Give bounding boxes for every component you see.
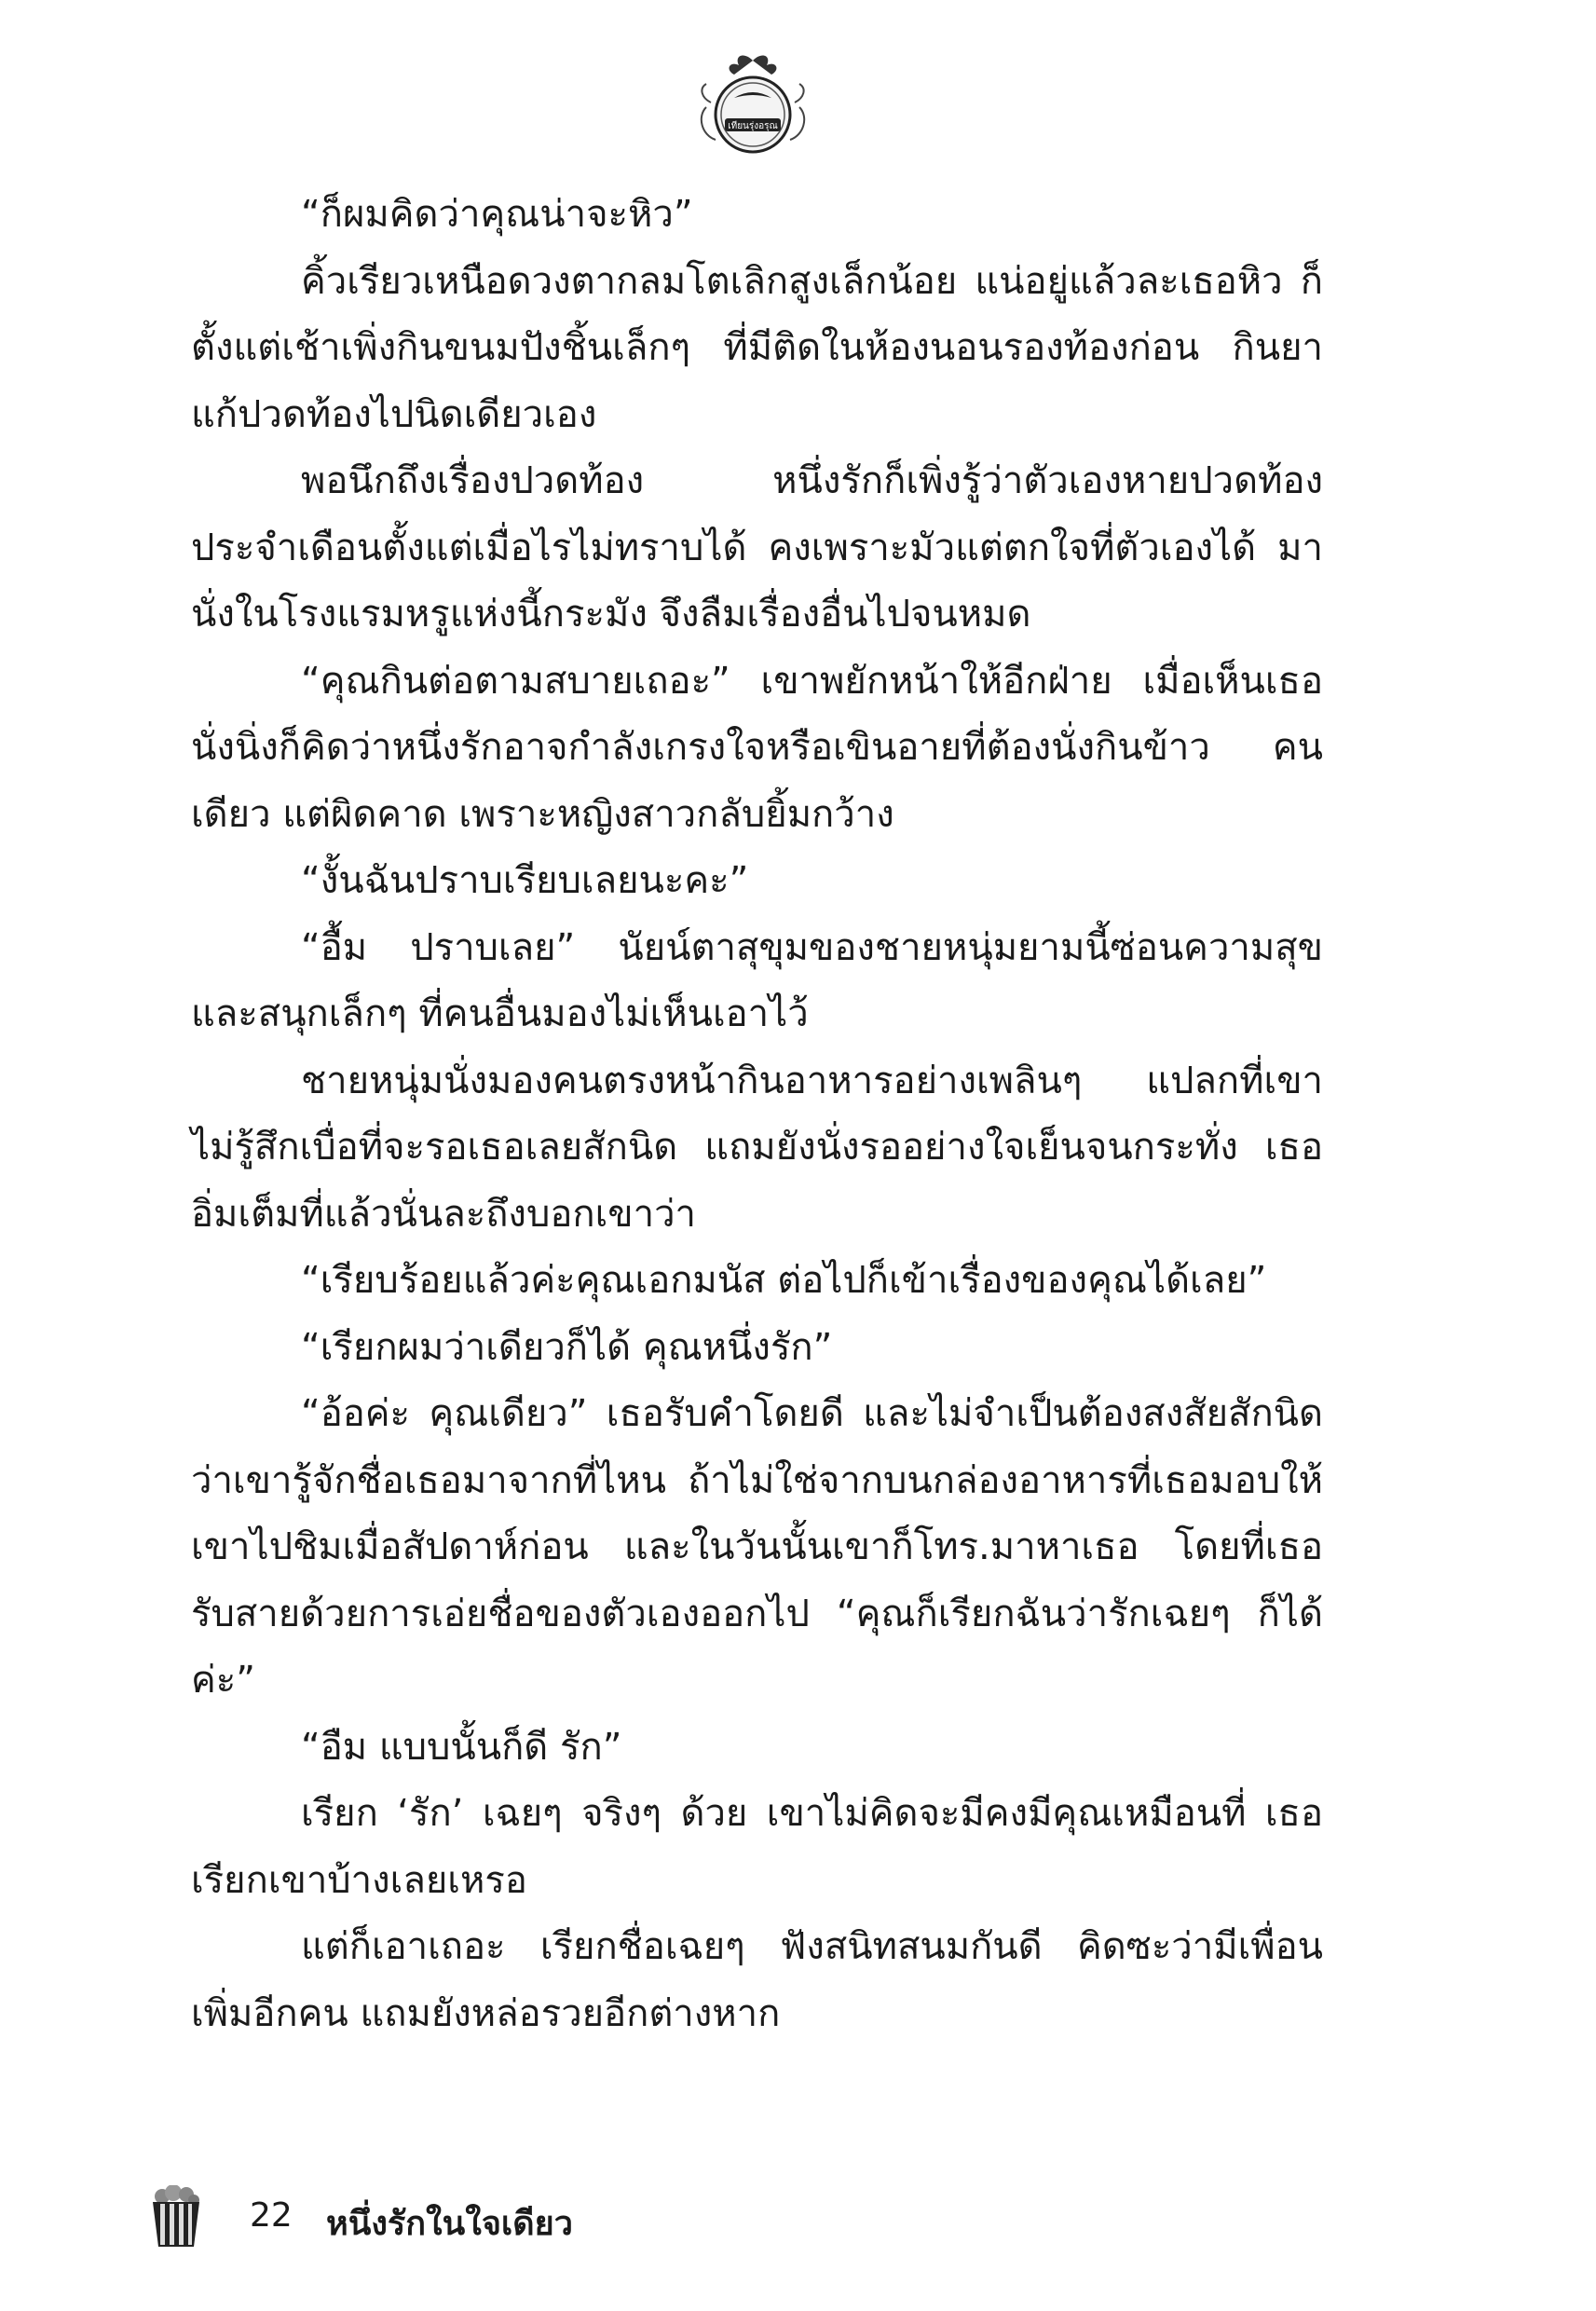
logo-text: เทียนรุ่งอรุณ [728,121,778,131]
page-footer [149,2185,801,2250]
paragraph: ชายหนุ่มนั่งมองคนตรงหน้ากินอาหารอย่างเพลินๆ แปลกที่เขา ไม่รู้สึกเบื่อที่จะรอเธอเลยสักนิด แถมยังนั่งรออย่างใจเย็นจนกระทั่ง เธออิ่มเต็มที่แล้วนั่นละถึงบอกเขาว่า [191,1059,1323,1236]
paragraph: แต่ก็เอาเถอะ เรียกชื่อเฉยๆ ฟังสนิทสนมกันดี คิดซะว่ามีเพื่อน เพิ่มอีกคน แถมยังหล่อรวยอีกต่างหาก [191,1925,1323,2035]
page-body [191,182,1323,2047]
paragraph: “อืม แบบนั้นก็ดี รัก” [301,1725,622,1769]
book-title: หนึ่งรักในใจเดียว [326,2205,573,2243]
paragraph: “เรียบร้อยแล้วค่ะคุณเอกมนัส ต่อไปก็เข้าเรื่องของคุณได้เลย” [301,1259,1267,1302]
paragraph: “ก็ผมคิดว่าคุณน่าจะหิว” [301,193,693,236]
logo-emblem-icon [688,51,818,163]
paragraph: “คุณกินต่อตามสบายเถอะ” เขาพยักหน้าให้อีกฝ่าย เมื่อเห็นเธอ นั่งนิ่งก็คิดว่าหนึ่งรักอาจกำลังเกรงใจหรือเขินอายที่ต้องนั่งกินข้าว คนเดียว แต่ผิดคาด เพราะหญิงสาวกลับยิ้มกว้าง [191,659,1323,836]
page-number: 22 [250,2196,293,2235]
paragraph: เรียก ‘รัก’ เฉยๆ จริงๆ ด้วย เขาไม่คิดจะมีคงมีคุณเหมือนที่ เธอเรียกเขาบ้างเลยเหรอ [191,1792,1323,1902]
paragraph: คิ้วเรียวเหนือดวงตากลมโตเลิกสูงเล็กน้อย แน่อยู่แล้วละเธอหิว ก็ตั้งแต่เช้าเพิ่งกินขนมปังชิ้นเล็กๆ ที่มีติดในห้องนอนรองท้องก่อน กินยาแก้ปวดท้องไปนิดเดียวเอง [191,259,1323,436]
popcorn-bucket-icon [149,2185,203,2249]
paragraph: พอนึกถึงเรื่องปวดท้อง หนึ่งรักก็เพิ่งรู้ว่าตัวเองหายปวดท้อง ประจำเดือนตั้งแต่เมื่อไรไม่ทราบได้ คงเพราะมัวแต่ตกใจที่ตัวเองได้ มานั่งในโรงแรมหรูแห่งนี้กระมัง จึงลืมเรื่องอื่นไปจนหมด [191,459,1323,636]
paragraph: “งั้นฉันปราบเรียบเลยนะคะ” [301,859,749,902]
paragraph: “อื้ม ปราบเลย” นัยน์ตาสุขุมของชายหนุ่มยามนี้ซ่อนความสุข และสนุกเล็กๆ ที่คนอื่นมองไม่เห็นเอาไว้ [191,925,1323,1035]
publisher-logo [688,51,818,163]
paragraph: “อ้อค่ะ คุณเดียว” เธอรับคำโดยดี และไม่จำเป็นต้องสงสัยสักนิด ว่าเขารู้จักชื่อเธอมาจากที่ไหน ถ้าไม่ใช่จากบนกล่องอาหารที่เธอมอบให้ เขาไปชิมเมื่อสัปดาห์ก่อน และในวันนั้นเขาก็โทร.มาหาเธอ โดยที่เธอ รับสายด้วยการเอ่ยชื่อของตัวเองออกไป “คุณก็เรียกฉันว่ารักเฉยๆ ก็ได้ค่ะ” [191,1392,1323,1702]
paragraph: “เรียกผมว่าเดียวก็ได้ คุณหนึ่งรัก” [301,1325,833,1369]
